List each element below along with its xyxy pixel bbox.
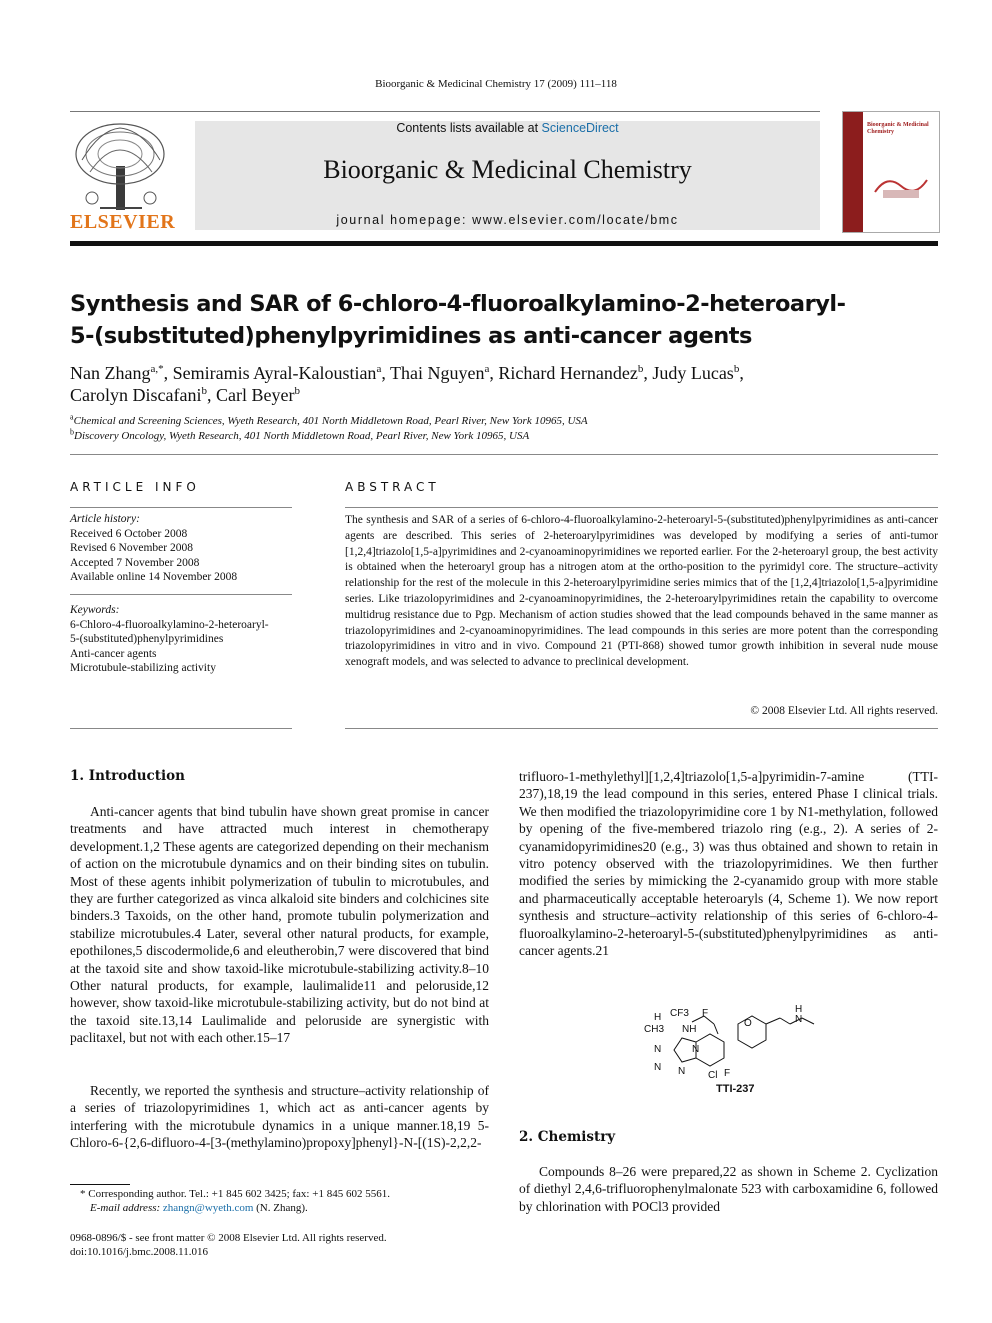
atom-nh: NH [682,1024,697,1035]
sciencedirect-link[interactable]: ScienceDirect [541,121,619,135]
chemistry-column [519,1163,938,1215]
affiliation-a-text: Chemical and Screening Sciences, Wyeth Research, 401 North Middletown Road, Pearl River, New York 10965, USA [73,415,588,427]
introduction-heading: 1. Introduction [70,768,185,784]
elsevier-tree-logo [70,120,172,212]
article-title [70,288,940,352]
authors-line-1 [70,362,940,384]
structure-label: TTI-237 [716,1083,755,1095]
cover-title: Bioorganic & Medicinal Chemistry [867,122,929,135]
keyword-item: Anti-cancer agents [70,647,157,660]
chemistry-paragraph-1: Compounds 8–26 were prepared,22 as shown in Scheme 2. Cyclization of diethyl 2,4,6-trifluorophenylmalonate 523 with carboxamidine 6, followed by chlorination with POCl3 provided [519,1164,938,1214]
author-sep: , [163,363,173,383]
footnote-rule [70,1184,130,1185]
tti-237-structure [630,998,830,1098]
author-name: Richard Hernandez [498,363,638,383]
journal-homepage[interactable]: journal homepage: www.elsevier.com/locate/bmc [336,213,679,227]
contents-line [195,121,820,135]
intro-paragraph-2-continued: trifluoro-1-methylethyl][1,2,4]triazolo[1,5-a]pyrimidin-7-amine (TTI-237),18,19 the lead compound in this series, entered Phase I clinical trials. We then modified the triazolopyrimidine core 1 by N1-methylation, followed by opening of the five-membered triazolo ring (e.g., 2). A series of 2-cyanamidopyrimidines20 (e.g., 3) was thus obtained and shown to retain in vitro potency observed with the triazolopyrimidines. We then further modified the series by mimicking the 2-cyanamido group with more stable and pharmaceutically acceptable heteroaryls (4, Scheme 1). We now report synthesis and structure–activity relationship of this series of 6-chloro-4-fluoroalkylamino-2-heteroaryl-5-(substituted)phenylpyrimidines as anti-cancer agents.21 [519,769,938,959]
divider [70,454,938,455]
author-affil-mark[interactable]: a,* [150,363,164,375]
atom-n2: N [654,1062,662,1073]
author-name: Thai Nguyen [390,363,485,383]
atom-n3: N [678,1066,686,1077]
author-affil-mark[interactable]: b [733,363,740,375]
atom-ch3: CH3 [644,1024,665,1035]
author-affil-mark[interactable]: a [376,363,382,375]
author-name: Carolyn Discafani [70,385,202,405]
email-suffix: (N. Zhang). [256,1202,308,1214]
history-accepted: Accepted 7 November 2008 [70,556,200,569]
affiliation-b-text: Discovery Oncology, Wyeth Research, 401 North Middletown Road, Pearl River, New York 10965, USA [74,430,530,442]
email-link[interactable]: zhangn@wyeth.com [162,1202,254,1214]
title-line-1: Synthesis and SAR of 6-chloro-4-fluoroalkylamino-2-heteroaryl- [70,291,846,317]
cover-illustration [873,172,929,202]
divider [70,507,292,508]
atom-o: O [744,1018,752,1029]
elsevier-wordmark: ELSEVIER [70,211,176,233]
issn-doi [70,1231,489,1259]
header-rule [70,111,820,112]
affiliation-b: $^b$Discovery Oncology, Wyeth Research, 401 North Middletown Road, Pearl River, New York 10965, USA [70,427,530,442]
affiliation-a: $^a$Chemical and Screening Sciences, Wyeth Research, 401 North Middletown Road, Pearl River, New York 10965, USA [70,412,588,427]
email-note [70,1201,489,1215]
header-thick-rule [70,241,938,246]
contents-prefix: Contents lists available at [396,121,539,135]
atom-f-top: F [702,1008,709,1019]
abstract-copyright: © 2008 Elsevier Ltd. All rights reserved. [750,705,938,717]
author-sep: , [739,363,744,383]
intro-paragraph-2: Recently, we reported the synthesis and structure–activity relationship of a series of triazolopyrimidines 1, which act as anti-cancer agents by interfering with the microtubule dynamics in a unique manner.18,19 5-Chloro-6-{2,6-difluoro-4-[3-(methylamino)propoxy]phenyl}-N-[(1S)-2,2,2- [70,1083,489,1151]
author-affil-mark[interactable]: a [484,363,490,375]
keywords-label: Keywords: [70,604,120,616]
article-info-heading: ARTICLE INFO [70,480,200,494]
journal-title: Bioorganic & Medicinal Chemistry [323,155,692,184]
keyword-item: 5-(substituted)phenylpyrimidines [70,633,224,645]
journal-cover-thumbnail [842,111,940,233]
divider [70,728,292,729]
author-sep: , [643,363,653,383]
corresponding-author-text: Corresponding author. Tel.: +1 845 602 3425; fax: +1 845 602 5561. [88,1188,390,1200]
atom-n-amine: N [795,1014,803,1025]
author-affil-mark[interactable]: b [637,363,644,375]
atom-f-bottom: F [724,1068,731,1079]
history-label: Article history: [70,513,140,525]
divider [70,594,292,595]
author-name: Semiramis Ayral-Kaloustian [172,363,377,383]
author-name: Carl Beyer [215,385,295,405]
journal-citation: Bioorganic & Medicinal Chemistry 17 (2009) 111–118 [375,78,617,90]
author-name: Nan Zhang [70,363,151,383]
keywords [70,603,292,676]
email-label: E-mail address: [90,1202,161,1214]
atom-cf3: CF3 [670,1008,689,1019]
author-affil-mark[interactable]: b [294,385,300,397]
intro-column-left [70,803,489,1047]
keyword-item: 6-Chloro-4-fluoroalkylamino-2-heteroaryl- [70,618,269,631]
history-revised: Revised 6 November 2008 [70,542,193,554]
intro-paragraph-2-part-1 [70,1082,489,1154]
history-online: Available online 14 November 2008 [70,571,238,583]
authors-line-2 [70,384,940,406]
divider [345,507,938,508]
author-sep: , [381,363,391,383]
article-history [70,512,292,585]
abstract-text: The synthesis and SAR of a series of 6-chloro-4-fluoroalkylamino-2-heteroaryl-5-(substituted)phenylpyrimidines as anti-cancer agents are described. This series of 2-heteroarylpyrimidines was developed by modifying a series of anti-tumor [1,2,4]triazolo[1,5-a]pyrimidines and 2-cyanoaminopyrimidines we reported earlier. For the 2-heteroaryl group, the best activity is obtained when the heteroaryl group has a nitrogen atom at the ortho-position to the pyrimidyl core. The structure–activity relationship for the rest of the molecule in this 2-heteroarylpyrimidine series mimics that of the [1,2,4]triazolo[1,5-a]pyrimidine series. Like triazolopyrimidines and 2-cyanoaminopyrimidines, the 2-heteroarylpyrimidines retain the capability to overcome multidrug resistance due to Pgp. Mechanism of action studies showed that the lead compounds behaved in the same manner as triazolopyrimidines and 2-cyanoaminopyrimidines. The lead compounds in this series are more potent than the corresponding triazolopyrimidines in vitro and in vivo. Compound 21 (PTI-868) showed tumor growth inhibition in several nude mouse xenograft models, and was selected to advance to preclinical development. [345,514,938,669]
cover-spine [843,112,863,232]
author-sep: , [489,363,499,383]
author-name: Judy Lucas [652,363,734,383]
atom-cl: Cl [708,1070,718,1081]
atom-h-amine: H [795,1004,803,1015]
author-affil-mark[interactable]: b [201,385,207,397]
history-received: Received 6 October 2008 [70,527,188,540]
author-sep: , [206,385,216,405]
divider [345,728,938,729]
corresponding-author-note: * Corresponding author. Tel.: +1 845 602 3425; fax: +1 845 602 5561. [80,1188,390,1200]
issn-line: 0968-0896/$ - see front matter © 2008 Elsevier Ltd. All rights reserved. [70,1232,387,1244]
footnotes [70,1187,489,1215]
doi-line[interactable]: doi:10.1016/j.bmc.2008.11.016 [70,1246,209,1258]
atom-h: H [654,1012,662,1023]
atom-n1: N [654,1044,662,1055]
chemistry-heading: 2. Chemistry [519,1129,616,1145]
abstract-heading: ABSTRACT [345,480,440,494]
intro-paragraph-1: Anti-cancer agents that bind tubulin have shown great promise in cancer treatments and have attracted much interest in chemotherapy development.1,2 These agents are categorized depending on their mechanism of action on the microtubule dynamics and on their binding sites on tubulin. Most of these agents inhibit polymerization of tubulin to microtubules, and they are further categorized as vinca alkaloid site binders and colchicines site binders.3 Taxoids, on the other hand, promote tubulin polymerization and stabilize microtubules.4 Later, several other natural products, for example, epothilones,5 discodermolide,6 and eleutherobin,7 were discovered that bind at the taxoid site and show taxoid-like microtubule-stabilizing activity.8–10 Other natural products, for example, laulimalide11 and peloruside,12 however, show taxoid-like microtubule-stabilizing activity, but do not bind at the taxoid site.13,14 Laulimalide and peloruside are synergistic with paclitaxel, but not with each other.15–17 [70,804,489,1046]
intro-paragraph-2-part-2 [519,768,938,978]
title-line-2: 5-(substituted)phenylpyrimidines as anti-cancer agents [70,323,752,349]
atom-n4: N [692,1044,700,1055]
author-list [70,362,940,406]
keyword-item: Microtubule-stabilizing activity [70,662,216,674]
